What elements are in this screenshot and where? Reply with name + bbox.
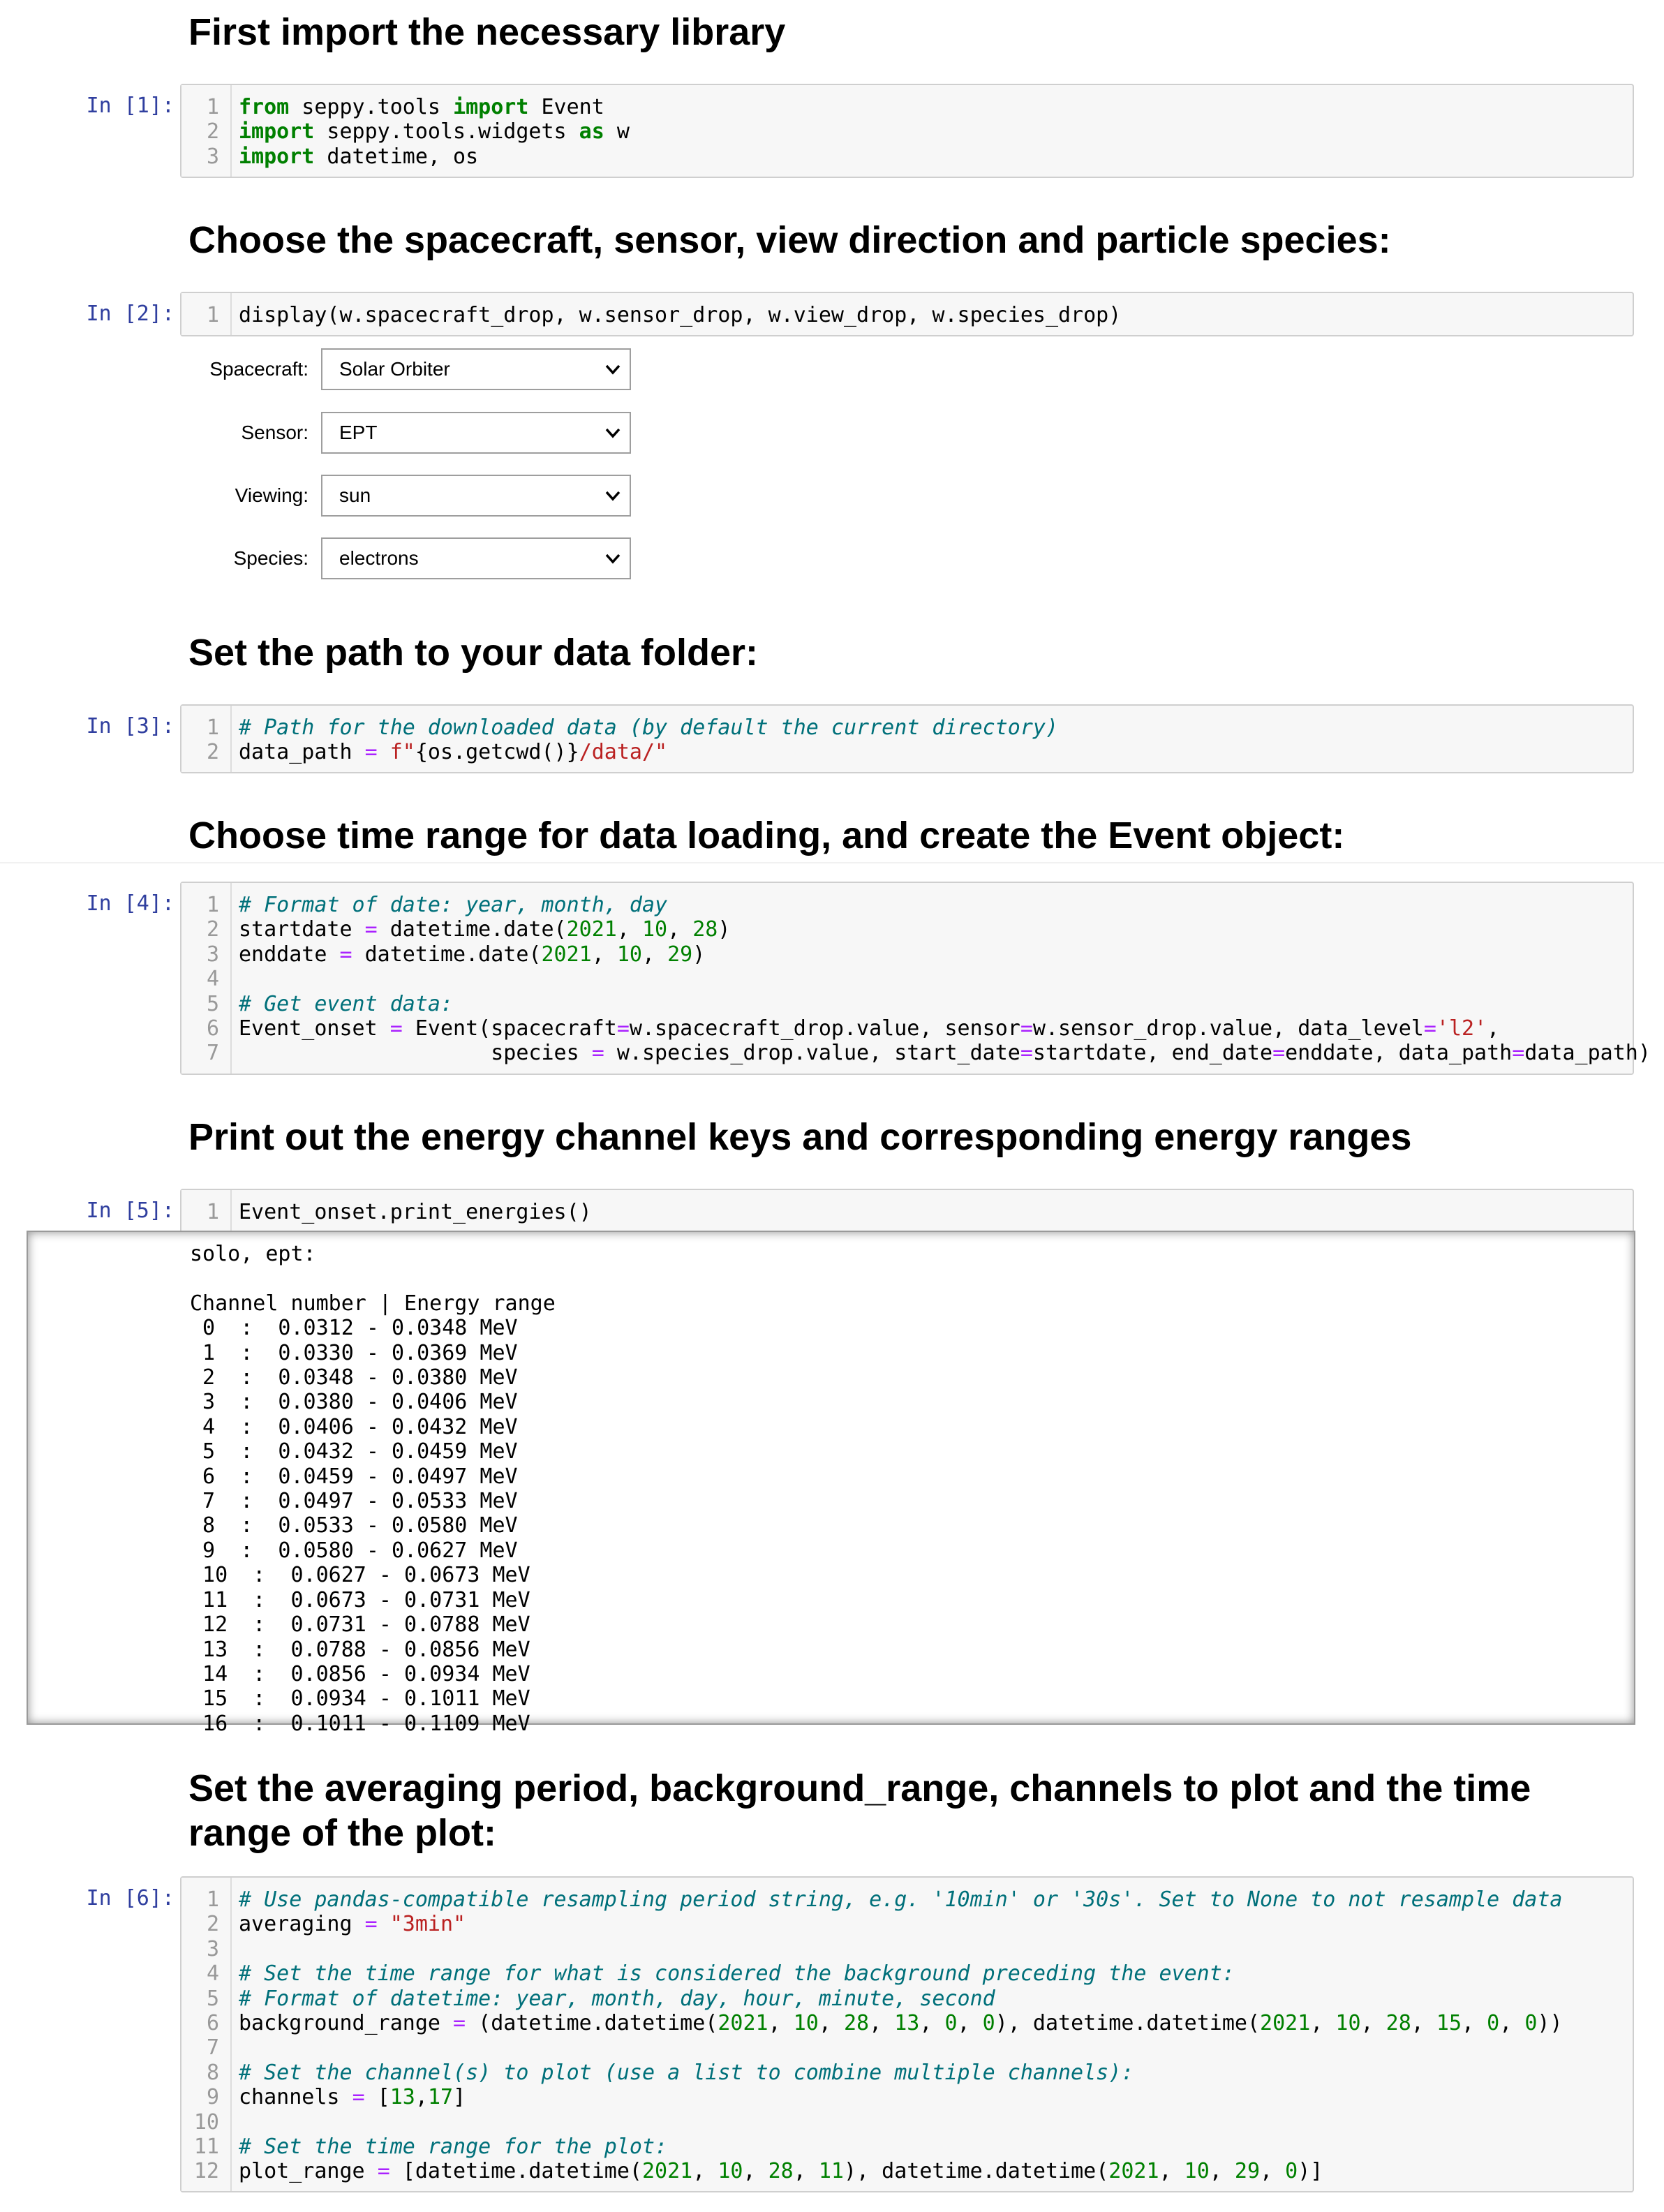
code-token: seppy.tools.widgets <box>314 119 579 144</box>
code-line[interactable] <box>181 967 1633 991</box>
code-token: seppy.tools <box>289 95 454 119</box>
code-token: ), datetime.datetime( <box>843 2159 1109 2184</box>
code-line[interactable] <box>181 715 1633 740</box>
heading-time-range: Choose time range for data loading, and create the Event object: <box>188 815 1345 856</box>
sensor-dropdown-row <box>188 412 635 454</box>
code-text <box>239 740 667 764</box>
code-token: = <box>1020 1041 1033 1066</box>
code-token: 0 <box>1524 2010 1538 2035</box>
energy-channel-row: 11 : 0.0673 - 0.0731 MeV <box>190 1587 530 1612</box>
chevron-down-icon <box>603 423 623 443</box>
code-line[interactable] <box>181 1887 1633 1912</box>
code-token: w.sensor_drop.value, data_level <box>1032 1016 1424 1041</box>
line-number: 12 <box>193 2159 219 2184</box>
line-number: 8 <box>206 2060 219 2085</box>
code-token: Event <box>528 95 604 119</box>
cell-output-scroll-area[interactable] <box>27 1231 1635 1736</box>
code-text <box>239 2011 1563 2035</box>
code-token: f" <box>389 740 415 765</box>
code-token: 'l2' <box>1436 1016 1487 1041</box>
heading-choose-spacecraft: Choose the spacecraft, sensor, view direction and particle species: <box>188 219 1391 261</box>
code-line[interactable] <box>181 2159 1633 2183</box>
spacecraft-selected-value: Solar Orbiter <box>339 358 450 380</box>
input-prompt: In [5]: <box>86 1198 174 1223</box>
code-token: 28 <box>768 2159 794 2184</box>
code-line[interactable] <box>181 1961 1633 1986</box>
code-token: , <box>869 2010 895 2035</box>
sensor-label: Sensor: <box>241 422 309 443</box>
code-token: , <box>919 2010 945 2035</box>
code-text <box>239 992 453 1016</box>
code-token: enddate, data_path <box>1285 1041 1513 1066</box>
code-text <box>239 2061 1134 2085</box>
energy-channel-row: 13 : 0.0788 - 0.0856 MeV <box>190 1637 530 1662</box>
line-number: 4 <box>206 1961 219 1987</box>
code-token: , <box>768 2010 794 2035</box>
code-token: 10 <box>718 2159 743 2184</box>
input-prompt: In [1]: <box>86 94 174 118</box>
code-line[interactable] <box>181 1041 1651 1066</box>
code-token: , <box>1487 1016 1500 1041</box>
code-cell-1[interactable] <box>180 84 1634 178</box>
code-token: = <box>352 2085 365 2110</box>
code-token: (datetime.datetime( <box>466 2010 718 2035</box>
code-text <box>239 95 604 119</box>
line-number: 2 <box>206 119 219 144</box>
code-text <box>239 1961 1235 1986</box>
code-token: 10 <box>793 2010 819 2035</box>
chevron-down-icon <box>603 549 623 568</box>
code-token <box>378 740 390 764</box>
code-token: import <box>239 144 315 169</box>
code-text <box>239 2159 1323 2183</box>
energy-channel-row: 5 : 0.0432 - 0.0459 MeV <box>190 1439 518 1464</box>
code-token: = <box>389 1016 403 1041</box>
code-token: 2021 <box>566 917 617 942</box>
code-token: 29 <box>667 942 693 967</box>
code-text <box>239 2085 466 2109</box>
sensor-selected-value: EPT <box>339 422 378 443</box>
energy-channel-row: 12 : 0.0731 - 0.0788 MeV <box>190 1612 530 1638</box>
code-token: {os.getcwd()} <box>415 740 579 765</box>
code-token: , <box>591 942 617 967</box>
viewing-label: Viewing: <box>235 484 309 506</box>
code-token: 2021 <box>718 2010 768 2035</box>
code-token: import <box>239 119 315 144</box>
code-line[interactable] <box>181 893 1633 917</box>
code-text <box>239 942 705 967</box>
code-token: startdate, end_date <box>1032 1041 1273 1066</box>
code-line[interactable] <box>181 2110 1633 2135</box>
code-token: 0 <box>1285 2159 1298 2184</box>
spacecraft-dropdown[interactable] <box>321 348 631 390</box>
line-number: 6 <box>206 2010 219 2035</box>
code-token: , <box>415 2085 428 2110</box>
code-token: , <box>667 917 693 942</box>
code-token: display(w.spacecraft_drop, w.sensor_drop, w.view_drop, w.species_drop) <box>239 303 1122 327</box>
line-number: 1 <box>206 893 219 917</box>
energy-channel-row: 3 : 0.0380 - 0.0406 MeV <box>190 1390 518 1415</box>
energy-channel-row: 15 : 0.0934 - 0.1011 MeV <box>190 1686 530 1712</box>
output-text <box>190 1242 556 1736</box>
line-number: 3 <box>206 942 219 967</box>
code-line[interactable] <box>181 1016 1633 1041</box>
code-token: 2021 <box>1260 2010 1311 2035</box>
output-table-header: Channel number | Energy range <box>190 1291 556 1316</box>
energy-channel-row: 2 : 0.0348 - 0.0380 MeV <box>190 1365 518 1390</box>
energy-channel-row: 6 : 0.0459 - 0.0497 MeV <box>190 1464 518 1489</box>
energy-channel-row: 8 : 0.0533 - 0.0580 MeV <box>190 1513 518 1538</box>
code-token: , <box>1159 2159 1184 2184</box>
viewing-dropdown-row <box>188 475 635 517</box>
code-text <box>239 1016 1499 1041</box>
energy-channel-row: 14 : 0.0856 - 0.0934 MeV <box>190 1661 530 1686</box>
code-line[interactable] <box>181 2085 1633 2109</box>
code-token: , <box>1209 2159 1235 2184</box>
code-token: = <box>616 1016 630 1041</box>
code-token: as <box>579 119 604 144</box>
energy-channel-row: 4 : 0.0406 - 0.0432 MeV <box>190 1414 518 1439</box>
code-token: 10 <box>616 942 642 967</box>
line-number: 1 <box>206 95 219 119</box>
code-token: 2021 <box>1108 2159 1159 2184</box>
code-line[interactable] <box>181 144 1633 169</box>
code-token: plot_range <box>239 2159 378 2184</box>
heading-line: Set the averaging period, background_range, channels to plot and the time <box>188 1767 1531 1809</box>
code-token: 13 <box>894 2010 920 2035</box>
code-token: datetime.date( <box>377 917 567 942</box>
code-token: w.species_drop.value, start_date <box>604 1041 1020 1066</box>
input-prompt: In [3]: <box>86 714 174 738</box>
code-token: = <box>339 942 352 967</box>
code-token: 10 <box>642 917 668 942</box>
heading-data-path: Set the path to your data folder: <box>188 632 759 674</box>
code-token: , <box>1499 2010 1525 2035</box>
code-token: = <box>1272 1041 1286 1066</box>
input-prompt: In [6]: <box>86 1886 174 1910</box>
viewing-selected-value: sun <box>339 484 371 506</box>
code-text <box>239 1912 466 1936</box>
code-text <box>239 917 730 942</box>
code-token: = <box>364 917 378 942</box>
heading-import: First import the necessary library <box>188 11 786 53</box>
code-token: 0 <box>944 2010 958 2035</box>
code-token: enddate <box>239 942 340 967</box>
code-token: w.spacecraft_drop.value, sensor <box>629 1016 1020 1041</box>
code-line[interactable] <box>181 2135 1633 2159</box>
chevron-down-icon <box>603 486 623 505</box>
code-line[interactable] <box>181 1937 1633 1961</box>
code-text <box>239 1887 1562 1912</box>
species-dropdown[interactable] <box>321 537 631 579</box>
code-token: Event_onset.print_energies() <box>239 1200 592 1224</box>
code-token: Event(spacecraft <box>402 1016 617 1041</box>
output-header: solo, ept: <box>190 1242 316 1266</box>
code-token: 15 <box>1436 2010 1462 2035</box>
code-token: = <box>453 2010 466 2035</box>
line-number: 2 <box>206 1912 219 1937</box>
code-token: # Format of datetime: year, month, day, hour, minute, second <box>239 1986 995 2011</box>
code-token: # Path for the downloaded data (by default the current directory) <box>239 715 1058 740</box>
code-cell-3[interactable] <box>180 704 1634 773</box>
code-line[interactable] <box>181 95 1633 119</box>
code-token: ), datetime.datetime( <box>995 2010 1261 2035</box>
code-token: 28 <box>692 917 718 942</box>
code-token: , <box>692 2159 718 2184</box>
code-token: 17 <box>427 2085 454 2110</box>
code-token: 0 <box>1487 2010 1500 2035</box>
code-token: # Get event data: <box>239 991 454 1016</box>
code-text <box>239 2135 667 2159</box>
code-editor[interactable] <box>181 715 1633 765</box>
code-line[interactable] <box>181 992 1633 1016</box>
code-token: = <box>1512 1041 1525 1066</box>
code-text <box>239 1041 1651 1065</box>
energy-channel-row: 1 : 0.0330 - 0.0369 MeV <box>190 1340 518 1365</box>
line-number: 7 <box>206 2035 219 2061</box>
code-cell-6[interactable] <box>180 1876 1634 2192</box>
line-number: 5 <box>206 1986 219 2011</box>
code-token: , <box>818 2010 844 2035</box>
code-line[interactable] <box>181 2011 1633 2035</box>
code-token: datetime.date( <box>352 942 542 967</box>
code-editor[interactable] <box>181 1200 1633 1224</box>
code-token: from <box>239 95 290 119</box>
code-cell-2[interactable] <box>180 292 1634 336</box>
chevron-down-icon <box>603 359 623 379</box>
line-number: 11 <box>193 2134 219 2159</box>
code-token: data_path <box>239 740 365 765</box>
code-token: = <box>1423 1016 1436 1041</box>
energy-channel-row: 7 : 0.0497 - 0.0533 MeV <box>190 1489 518 1514</box>
code-text <box>239 715 1058 740</box>
code-text <box>239 893 667 917</box>
code-token: 13 <box>389 2085 415 2110</box>
code-token: 2021 <box>541 942 592 967</box>
code-token: , <box>616 917 642 942</box>
code-token: [datetime.datetime( <box>389 2159 642 2184</box>
line-number: 3 <box>206 1936 219 1961</box>
code-token: = <box>377 2159 390 2184</box>
code-token: 11 <box>818 2159 844 2184</box>
line-number: 4 <box>206 967 219 992</box>
code-token: ) <box>718 917 731 942</box>
code-line[interactable] <box>181 917 1633 942</box>
code-token: Event_onset <box>239 1016 390 1041</box>
line-number: 3 <box>206 144 219 169</box>
code-text <box>239 1987 995 2011</box>
line-number: 9 <box>206 2085 219 2110</box>
code-token: # Set the time range for what is considered the background preceding the event: <box>239 1961 1235 1987</box>
line-number: 1 <box>206 303 219 327</box>
code-line[interactable] <box>181 2061 1633 2085</box>
code-line[interactable] <box>181 1200 1633 1224</box>
code-editor[interactable] <box>181 95 1633 169</box>
code-line[interactable] <box>181 2035 1633 2060</box>
energy-channel-row: 10 : 0.0627 - 0.0673 MeV <box>190 1563 530 1588</box>
code-token: data_path) <box>1524 1041 1651 1066</box>
code-token: , <box>957 2010 983 2035</box>
code-line[interactable] <box>181 303 1633 327</box>
species-selected-value: electrons <box>339 547 419 569</box>
code-line[interactable] <box>181 1987 1633 2011</box>
input-prompt: In [2]: <box>86 302 174 326</box>
code-text <box>239 303 1121 327</box>
code-token: = <box>364 740 378 765</box>
cell-separator <box>0 862 1664 863</box>
heading-averaging <box>188 1766 1584 1855</box>
code-token: = <box>364 1912 378 1937</box>
code-token: background_range <box>239 2010 454 2035</box>
code-token: ] <box>453 2085 466 2110</box>
code-token: # Format of date: year, month, day <box>239 893 668 917</box>
code-token: = <box>591 1041 604 1066</box>
code-text <box>239 119 630 144</box>
code-token: , <box>1310 2010 1336 2035</box>
spacecraft-label: Spacecraft: <box>209 358 309 380</box>
energy-channel-row: 0 : 0.0312 - 0.0348 MeV <box>190 1316 518 1341</box>
line-number: 2 <box>206 917 219 942</box>
code-token: , <box>1360 2010 1386 2035</box>
line-number: 2 <box>206 740 219 765</box>
input-prompt: In [4]: <box>86 891 174 916</box>
code-token: )) <box>1537 2010 1563 2035</box>
code-text <box>239 1200 592 1224</box>
line-number: 6 <box>206 1016 219 1041</box>
line-number: 5 <box>206 991 219 1016</box>
code-token: # Use pandas-compatible resampling period string, e.g. '10min' or '30s'. Set to None to not resample data <box>239 1887 1563 1912</box>
code-token: 10 <box>1184 2159 1210 2184</box>
sensor-dropdown[interactable] <box>321 412 631 454</box>
viewing-dropdown[interactable] <box>321 475 631 517</box>
code-token: channels <box>239 2085 352 2110</box>
species-dropdown-row <box>188 537 635 579</box>
code-editor[interactable] <box>181 303 1633 327</box>
code-token: 2021 <box>641 2159 693 2184</box>
line-number: 7 <box>206 1041 219 1066</box>
code-line[interactable] <box>181 1912 1633 1936</box>
code-editor[interactable] <box>181 1887 1633 2184</box>
code-line[interactable] <box>181 740 1633 764</box>
code-token: , <box>1462 2010 1487 2035</box>
code-cell-4[interactable] <box>180 882 1651 1075</box>
energy-channel-row: 16 : 0.1011 - 0.1109 MeV <box>190 1711 530 1736</box>
code-token: [ <box>364 2085 390 2110</box>
heading-line: range of the plot: <box>188 1812 496 1854</box>
code-token: datetime, os <box>314 144 479 169</box>
heading-print-energies: Print out the energy channel keys and corresponding energy ranges <box>188 1116 1412 1158</box>
code-token: = <box>1020 1016 1033 1041</box>
line-number: 1 <box>206 1200 219 1224</box>
code-token: )] <box>1298 2159 1323 2184</box>
code-line[interactable] <box>181 119 1633 144</box>
code-token: 28 <box>1386 2010 1411 2035</box>
code-token: species <box>239 1041 592 1066</box>
code-token: ) <box>692 942 706 967</box>
code-token: import <box>453 95 529 119</box>
code-token: # Set the time range for the plot: <box>239 2134 668 2159</box>
code-token: 28 <box>843 2010 870 2035</box>
output-rows <box>190 1316 530 1736</box>
code-text <box>239 144 478 169</box>
code-token: , <box>642 942 668 967</box>
line-number: 1 <box>206 1887 219 1912</box>
species-label: Species: <box>233 547 309 569</box>
energy-channel-row: 9 : 0.0580 - 0.0627 MeV <box>190 1538 518 1563</box>
code-token: startdate <box>239 917 365 942</box>
code-token: , <box>1411 2010 1436 2035</box>
code-editor[interactable] <box>181 893 1651 1066</box>
code-token: 0 <box>982 2010 995 2035</box>
line-number: 10 <box>193 2109 219 2135</box>
code-token: , <box>793 2159 819 2184</box>
code-token: , <box>743 2159 768 2184</box>
line-number: 1 <box>206 715 219 740</box>
code-cell-5[interactable] <box>180 1189 1634 1233</box>
code-token: 10 <box>1335 2010 1361 2035</box>
code-token: averaging <box>239 1912 365 1937</box>
code-token: "3min" <box>389 1912 466 1937</box>
spacecraft-dropdown-row <box>188 348 635 390</box>
code-token <box>378 1912 390 1936</box>
code-token: 29 <box>1234 2159 1261 2184</box>
code-token: # Set the channel(s) to plot (use a list to combine multiple channels): <box>239 2060 1134 2085</box>
code-token: /data/" <box>579 740 668 765</box>
code-line[interactable] <box>181 942 1633 967</box>
code-token: , <box>1260 2159 1286 2184</box>
code-token: w <box>604 119 630 144</box>
